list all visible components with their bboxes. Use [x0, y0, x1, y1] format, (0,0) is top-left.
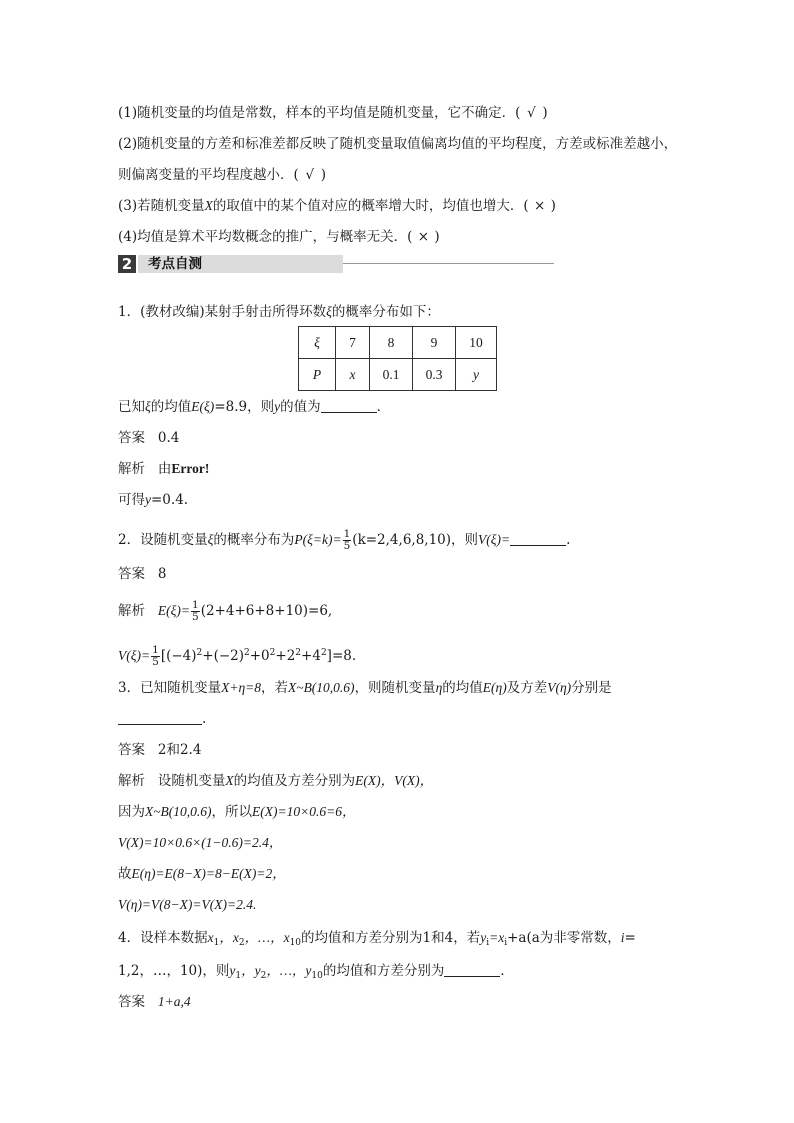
variable: y	[145, 492, 151, 507]
math-expression: X~B(10,0.6)	[288, 680, 355, 695]
question-1-condition	[118, 398, 390, 416]
variable: X	[225, 773, 234, 788]
punctuation: .	[202, 711, 207, 727]
check-mark: √	[305, 167, 315, 183]
item-number: (2)	[118, 136, 138, 152]
check-mark: √	[527, 105, 536, 121]
variable: ，…，x	[244, 930, 290, 945]
answer-label: 答案	[118, 742, 145, 758]
answer-line	[118, 565, 166, 583]
answer-line	[118, 741, 201, 759]
math-expression: P(ξ=k)=	[294, 532, 342, 547]
subscript: i	[504, 938, 508, 948]
math-expression: =x	[489, 930, 505, 945]
variable: y	[229, 963, 236, 978]
variable: ，…，y	[266, 963, 312, 978]
judgement-item-1	[118, 104, 548, 122]
table-row	[299, 359, 497, 391]
analysis-text: ，所以	[211, 804, 253, 820]
punctuation: .	[566, 532, 571, 548]
item-number: (4)	[118, 229, 138, 245]
question-4-cont	[118, 962, 514, 985]
table-cell: 0.1	[370, 359, 413, 391]
subscript: 1	[213, 938, 220, 948]
math-expression: =	[624, 930, 636, 946]
table-cell: P	[299, 359, 336, 391]
judgement-item-3	[118, 197, 556, 215]
answer-label: 答案	[118, 566, 145, 582]
exponent: 2	[295, 648, 302, 658]
answer-blank	[444, 963, 500, 977]
question-text: 1,2，…，10)，则	[118, 963, 230, 979]
exponent: 2	[320, 648, 327, 658]
table-cell: 0.3	[413, 359, 456, 391]
question-text: 已知	[118, 399, 145, 415]
analysis-label: 解析	[118, 461, 145, 477]
question-4	[118, 929, 636, 952]
item-text: 均值是算术平均数概念的推广，与概率无关．(	[137, 229, 413, 245]
variable: i	[620, 930, 625, 945]
analysis-line	[118, 460, 209, 478]
section-header	[118, 255, 436, 273]
question-1	[118, 303, 440, 321]
analysis-text: 的均值及方差分别为	[233, 773, 356, 789]
math-expression: V(η)=V(8−X)=V(X)=2.4.	[118, 897, 257, 912]
math-expression: =0.4.	[151, 492, 189, 508]
item-text: 则偏离变量的平均程度越小．(	[118, 167, 299, 183]
answer-line	[118, 429, 179, 447]
question-text: 的均值和方差分别为	[322, 963, 445, 979]
question-2	[118, 529, 570, 552]
math-expression: ]=8.	[326, 648, 357, 664]
judgement-item-2-cont	[118, 166, 326, 184]
math-expression: +0	[249, 648, 270, 664]
variable: ξ	[326, 304, 332, 319]
math-expression: (2+4+6+8+10)=6,	[200, 603, 333, 619]
table-cell: 10	[456, 327, 497, 359]
fraction-numerator: 1	[152, 644, 159, 656]
analysis-line	[118, 600, 332, 623]
variable: x	[207, 930, 214, 945]
math-expression: E(X)=10×0.6=6，	[252, 804, 356, 819]
variable: ξ	[207, 532, 214, 547]
judgement-item-2	[118, 135, 677, 153]
punctuation: ．	[376, 399, 391, 415]
question-text: ，若	[261, 680, 289, 696]
answer-blank	[118, 711, 202, 725]
answer-value: 1+a,4	[157, 994, 191, 1009]
cross-mark: ×	[417, 229, 430, 245]
section-number-badge: 2	[118, 255, 136, 273]
section-divider	[343, 263, 554, 264]
question-text: 4．设样本数据	[118, 930, 208, 946]
analysis-text: 故	[118, 866, 132, 882]
math-expression: V(X)=10×0.6×(1−0.6)=2.4，	[118, 835, 283, 850]
math-expression: X+η=8	[221, 680, 262, 695]
close-paren: )	[542, 105, 548, 121]
subscript: 2	[238, 938, 245, 948]
exponent: 2	[196, 648, 203, 658]
math-expression: (k=2,4,6,8,10)，则	[352, 532, 479, 548]
question-text: 的均值和方差分别为1和4，若	[301, 930, 481, 946]
analysis-result	[118, 491, 188, 509]
question-3	[118, 679, 612, 697]
table-cell: 9	[413, 327, 456, 359]
question-text: ，则随机变量	[354, 680, 436, 696]
subscript: 2	[260, 971, 267, 981]
item-text: 若随机变量	[137, 198, 205, 214]
question-text: 的概率分布如下：	[331, 304, 440, 320]
math-expression: +4	[301, 648, 321, 664]
question-text: 的均值	[150, 399, 192, 415]
analysis-step	[118, 803, 356, 821]
variable: η	[435, 680, 443, 695]
question-text: 1．(教材改编)某射手射击所得环数	[118, 304, 327, 320]
math-expression: E(η)=E(8−X)=8−E(X)=2，	[131, 866, 286, 881]
math-expression: [(−4)	[160, 648, 197, 664]
variable: y	[274, 399, 281, 414]
exponent: 2	[244, 648, 250, 658]
judgement-item-4	[118, 228, 440, 246]
variable: ，y	[241, 963, 261, 978]
fraction	[343, 529, 352, 552]
math-expression: +(−2)	[202, 648, 245, 664]
fraction-denominator: 5	[192, 611, 199, 623]
question-text: +a(a为非零常数，	[507, 930, 621, 946]
analysis-step	[118, 865, 286, 883]
punctuation: ．	[500, 963, 514, 979]
analysis-text: 因为	[118, 804, 145, 820]
fraction-denominator: 5	[343, 540, 351, 552]
close-paren: )	[434, 229, 440, 245]
question-text: 的值为	[280, 399, 321, 415]
math-expression: E(ξ)	[191, 399, 215, 414]
subscript: 1	[235, 971, 242, 981]
probability-distribution-table	[298, 326, 497, 391]
subscript: i	[486, 938, 490, 948]
variable: ξ	[145, 399, 151, 414]
answer-line	[118, 993, 191, 1011]
table-cell: y	[456, 359, 497, 391]
table-cell: 8	[370, 327, 413, 359]
math-expression: V(η)	[547, 680, 572, 695]
math-expression: E(X)，V(X)，	[355, 773, 434, 788]
question-text: 的概率分布为	[213, 532, 295, 548]
math-expression: V(ξ)=	[118, 648, 151, 663]
analysis-label: 解析	[118, 603, 145, 619]
table-cell: x	[336, 359, 370, 391]
item-text: 随机变量的方差和标准差都反映了随机变量取值偏离均值的平均程度，方差或标准差越小，	[137, 136, 678, 152]
fraction	[191, 600, 200, 623]
variable: ，x	[219, 930, 239, 945]
analysis-text: 由	[157, 461, 172, 477]
math-expression: X~B(10,0.6)	[145, 804, 212, 819]
variable: y	[480, 930, 487, 945]
table-cell: 7	[336, 327, 370, 359]
table-row	[299, 327, 497, 359]
question-text: 的均值	[442, 680, 483, 696]
answer-label: 答案	[118, 430, 145, 446]
item-number: (3)	[118, 198, 138, 214]
answer-value: 0.4	[157, 430, 180, 446]
math-expression: +2	[275, 648, 296, 664]
analysis-text: 设随机变量	[157, 773, 226, 789]
table-cell: ξ	[299, 327, 336, 359]
analysis-variance	[118, 644, 356, 668]
close-paren: )	[320, 167, 327, 183]
exponent: 2	[269, 648, 276, 658]
fraction-numerator: 1	[343, 528, 351, 540]
answer-blank	[321, 399, 377, 413]
answer-label: 答案	[118, 994, 145, 1010]
analysis-line	[118, 772, 433, 790]
subscript: 10	[289, 938, 302, 948]
analysis-step	[118, 834, 282, 852]
question-3-blank-line	[118, 710, 206, 728]
item-text: 的取值中的某个值对应的概率增大时，均值也增大．(	[212, 198, 529, 214]
close-paren: )	[550, 198, 556, 214]
analysis-label: 解析	[118, 773, 145, 789]
fraction-denominator: 5	[152, 656, 159, 668]
cross-mark: ×	[534, 198, 546, 214]
math-expression: V(ξ)=	[478, 532, 511, 547]
fraction	[151, 645, 160, 668]
question-text: 2．设随机变量	[118, 532, 208, 548]
question-text: 3．已知随机变量	[118, 680, 222, 696]
math-expression: =8.9，则	[214, 399, 275, 415]
error-text: Error!	[171, 461, 210, 476]
math-expression: E(ξ)=	[157, 603, 191, 618]
analysis-text: 可得	[118, 492, 145, 508]
item-text: 随机变量的均值是常数，样本的平均值是随机变量，它不确定．(	[137, 105, 521, 121]
answer-blank	[510, 532, 566, 546]
analysis-step	[118, 896, 256, 914]
math-expression: E(η)	[482, 680, 507, 695]
question-text: 及方差	[506, 680, 548, 696]
question-text: 分别是	[571, 680, 612, 696]
fraction-numerator: 1	[192, 599, 199, 611]
section-title: 考点自测	[148, 256, 202, 272]
item-number: (1)	[118, 105, 138, 121]
variable: X	[204, 198, 213, 213]
subscript: 10	[311, 971, 323, 981]
answer-value: 8	[157, 566, 167, 582]
answer-value: 2和2.4	[157, 742, 202, 758]
